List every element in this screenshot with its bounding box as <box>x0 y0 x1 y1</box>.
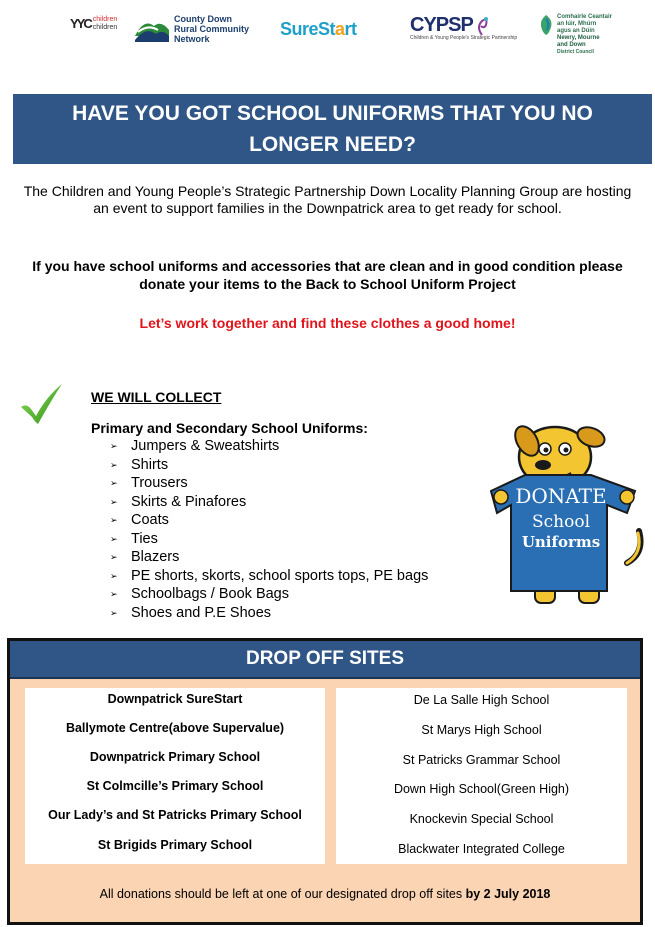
headline-banner <box>13 94 652 164</box>
mascot-donate-text: DONATE <box>515 484 607 508</box>
cta-text: Let’s work together and find these clothes a good home! <box>139 315 516 331</box>
list-item <box>110 474 428 493</box>
list-item: St Patricks Grammar School <box>402 753 561 767</box>
children-first-logo <box>70 16 117 32</box>
list-item: St Marys High School <box>421 723 542 737</box>
list-item-label: Skirts & Pinafores <box>131 493 247 510</box>
arrow-bullet-icon: ➢ <box>110 459 118 470</box>
intro-text: The Children and Young People’s Strategic Partnership Down Locality Planning Group are hosting an event to support families in the Downpatrick area to get ready for school. <box>23 183 632 216</box>
surestart-part-c: rt <box>344 19 357 39</box>
list-item <box>110 530 428 549</box>
arrow-bullet-icon: ➢ <box>110 496 118 507</box>
drop-off-panel <box>7 638 643 925</box>
cdrcn-line1: County Down <box>174 14 232 24</box>
cypsp-logo <box>410 14 517 41</box>
cypsp-subtitle: Children & Young People's Strategic Partnership <box>410 35 518 41</box>
swirl-icon <box>474 15 490 37</box>
list-item: Our Lady’s and St Patricks Primary School <box>48 808 302 822</box>
surestart-part-a: SureSt <box>280 19 336 39</box>
hills-icon <box>134 14 170 44</box>
drop-off-deadline: by 2 July 2018 <box>465 887 551 901</box>
list-item-label: Coats <box>131 512 169 528</box>
arrow-bullet-icon: ➢ <box>110 570 118 581</box>
cdrcn-logo <box>134 14 249 44</box>
nmd-line5: and Down <box>557 42 586 48</box>
list-item-label: Ties <box>131 530 158 547</box>
appeal-text: If you have school uniforms and accessories that are clean and in good condition please donate your items to the Back to School Uniform Project <box>32 258 623 292</box>
cfc-line2: children <box>92 24 118 31</box>
nmd-line2: an Iúir, Mhúrn <box>557 21 597 27</box>
cdrcn-line2: Rural Community <box>174 24 250 34</box>
mascot-uniforms-text: Uniforms <box>521 533 601 551</box>
cfc-line1: children <box>92 16 118 23</box>
drop-off-left-column <box>25 688 325 864</box>
surestart-star-letter: a <box>335 19 345 39</box>
collect-list <box>110 437 428 622</box>
list-item-label: PE shorts, skorts, school sports tops, PE bags <box>131 567 429 584</box>
headline-text: HAVE YOU GOT SCHOOL UNIFORMS THAT YOU NO LONGER NEED? <box>72 102 593 156</box>
drop-off-right-column <box>336 688 627 864</box>
collect-subheading: Primary and Secondary School Uniforms: <box>91 420 368 436</box>
list-item: St Brigids Primary School <box>97 838 253 852</box>
arrow-bullet-icon: ➢ <box>110 441 118 451</box>
list-item-label: Schoolbags / Book Bags <box>131 586 289 602</box>
list-item <box>110 437 428 456</box>
nmd-line6: District Council <box>557 49 594 55</box>
list-item: Blackwater Integrated College <box>398 842 565 856</box>
list-item <box>110 493 428 512</box>
cypsp-title: CYPSP <box>410 14 473 36</box>
checkmark-icon <box>20 383 64 425</box>
list-item <box>110 567 428 586</box>
list-item-label: Trousers <box>131 475 188 491</box>
list-item: Down High School(Green High) <box>393 782 570 796</box>
collect-heading: WE WILL COLLECT <box>91 389 222 405</box>
list-item <box>110 511 428 530</box>
list-item: Downpatrick SureStart <box>107 692 243 706</box>
list-item <box>110 604 428 623</box>
arrow-bullet-icon: ➢ <box>110 607 118 618</box>
list-item: Ballymote Centre(above Supervalue) <box>65 721 285 735</box>
council-emblem-icon <box>538 14 554 36</box>
surestart-logo <box>280 19 357 40</box>
list-item <box>110 585 428 604</box>
list-item-label: Shirts <box>131 456 169 473</box>
list-item-label: Blazers <box>131 549 180 565</box>
arrow-bullet-icon: ➢ <box>110 478 118 488</box>
nmd-line3: agus an Dúin <box>557 28 595 34</box>
list-item: St Colmcille’s Primary School <box>86 779 264 793</box>
nmd-council-logo <box>538 14 612 56</box>
arrow-bullet-icon: ➢ <box>110 552 118 562</box>
arrow-bullet-icon: ➢ <box>110 533 118 544</box>
drop-off-note-text: All donations should be left at one of our designated drop off sites <box>99 887 466 901</box>
donate-dog-mascot <box>487 413 647 608</box>
drop-off-title: DROP OFF SITES <box>10 641 640 679</box>
arrow-bullet-icon: ➢ <box>110 515 118 525</box>
logo-strip <box>0 0 655 60</box>
list-item: Downpatrick Primary School <box>89 750 261 764</box>
cdrcn-line3: Network <box>174 34 210 44</box>
list-item-label: Shoes and P.E Shoes <box>131 604 272 621</box>
list-item <box>110 548 428 567</box>
list-item <box>110 456 428 475</box>
list-item: De La Salle High School <box>413 693 550 707</box>
nmd-line4: Newry, Mourne <box>557 35 600 41</box>
drop-off-note <box>10 887 640 901</box>
children-figures-icon: YYC <box>70 16 91 31</box>
arrow-bullet-icon: ➢ <box>110 589 118 599</box>
nmd-line1: Comhairle Ceantair <box>557 14 613 20</box>
list-item: Knockevin Special School <box>409 812 554 826</box>
mascot-school-text: School <box>531 512 591 532</box>
list-item-label: Jumpers & Sweatshirts <box>131 438 280 454</box>
